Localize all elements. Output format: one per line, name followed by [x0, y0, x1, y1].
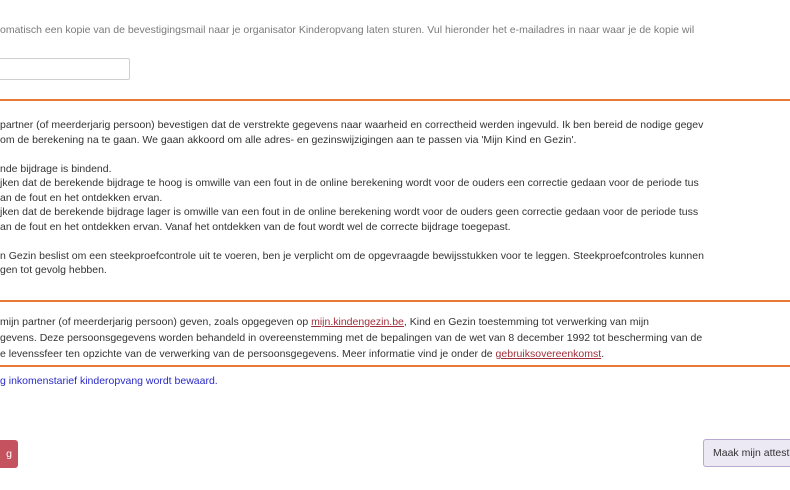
orange-divider-top — [0, 99, 790, 101]
orange-divider-middle — [0, 300, 790, 302]
declaration-line: n Gezin beslist om een steekproefcontrole uit te voeren, ben je verplicht om de opgevraagde bewijsstukken voor te leggen. Steekproefcontroles kunnen — [0, 249, 704, 262]
privacy-text: gevens. Deze persoonsgegevens worden behandeld in overeenstemming met de bepalingen van de wet van 8 december 1992 tot bescherming van de — [0, 332, 703, 344]
declaration-line: an de fout en het ontdekken ervan. Vanaf het ontdekken van de fout wordt wel de correcte bijdrage toegepast. — [0, 220, 511, 233]
copy-email-instruction: omatisch een kopie van de bevestigingsmail naar je organisator Kinderopvang laten sturen. Vul hieronder het e-mailadres in naar waar je de kopie wil — [0, 24, 695, 36]
declaration-line: jken dat de berekende bijdrage lager is omwille van een fout in de online berekening wordt voor de ouders geen correctie gedaan voor de periode tuss — [0, 206, 699, 218]
back-button[interactable]: g — [0, 440, 18, 468]
privacy-text: , Kind en Gezin toestemming tot verwerking van mijn — [403, 316, 650, 328]
declaration-line: jken dat de berekende bijdrage te hoog is omwille van een fout in de online berekening wordt voor de ouders een correctie gedaan voor de periode tus — [0, 177, 699, 189]
declaration-text — [0, 118, 790, 278]
privacy-text: . — [601, 348, 605, 360]
orange-divider-bottom — [0, 365, 790, 367]
declaration-line: gen tot gevolg hebben. — [0, 264, 107, 276]
privacy-consent-text — [0, 314, 790, 362]
privacy-text: mijn partner (of meerderjarig persoon) geven, zoals opgegeven op — [0, 316, 312, 328]
declaration-line — [0, 147, 790, 162]
storage-info-link[interactable]: g inkomenstarief kinderopvang wordt bewaard. — [0, 375, 218, 387]
declaration-line: om de berekening na te gaan. We gaan akkoord om alle adres- en gezinswijzigingen aan te passen via 'Mijn Kind en Gezin'. — [0, 133, 577, 146]
make-attest-button[interactable]: Maak mijn attest — [703, 439, 790, 467]
privacy-text: e levenssfeer ten opzichte van de verwerking van de persoonsgegevens. Meer informatie vind je onder de — [0, 348, 496, 360]
declaration-line: partner (of meerderjarig persoon) bevestigen dat de verstrekte gegevens naar waarheid en correctheid werden ingevuld. Ik ben bereid de nodige gegev — [0, 119, 704, 131]
copy-email-input[interactable] — [0, 58, 130, 80]
declaration-line: an de fout en het ontdekken ervan. — [0, 191, 163, 204]
gebruiksovereenkomst-link[interactable]: gebruiksovereenkomst — [495, 348, 602, 360]
declaration-line — [0, 234, 790, 249]
mijn-kindengezin-link[interactable]: mijn.kindengezin.be — [311, 316, 404, 328]
declaration-line: nde bijdrage is bindend. — [0, 162, 112, 175]
